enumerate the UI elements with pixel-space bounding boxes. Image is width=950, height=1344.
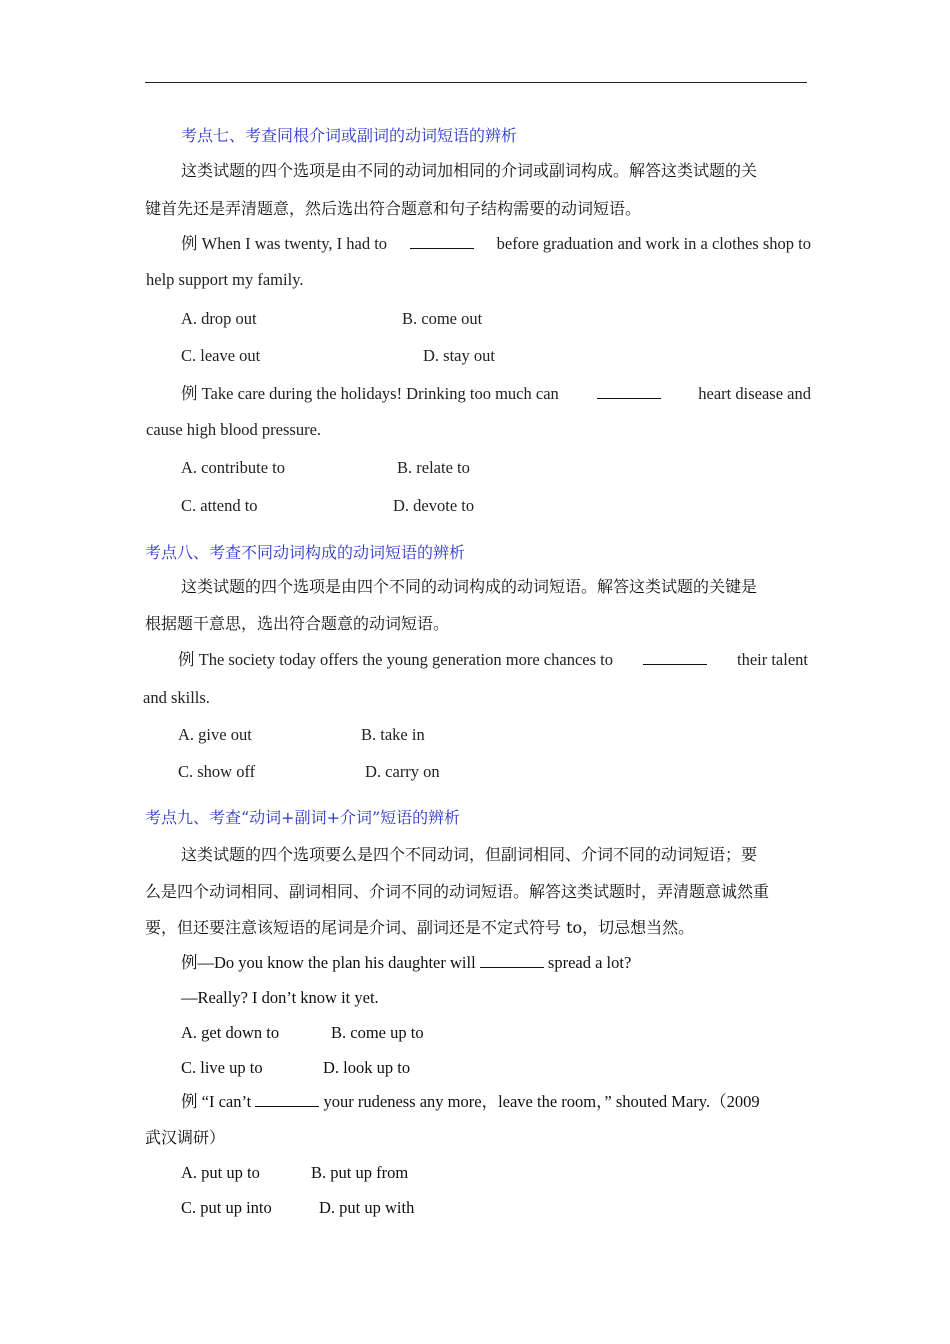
- paragraph-line: 这类试题的四个选项要么是四个不同动词，但副词相同、介词不同的动词短语；要: [181, 845, 758, 864]
- answer-blank: [255, 1092, 319, 1107]
- header-rule: [145, 82, 807, 83]
- question-text: 例—Do you know the plan his daughter will: [181, 953, 476, 972]
- question-text: When I was twenty, I had to: [201, 234, 388, 253]
- option-a: A. put up to: [181, 1163, 260, 1182]
- question-text: their talent: [736, 650, 808, 669]
- option-c: C. attend to: [181, 496, 258, 515]
- paragraph-line: 这类试题的四个选项是由不同的动词加相同的介词或副词构成。解答这类试题的关: [181, 161, 758, 180]
- example-label: 例: [181, 234, 198, 253]
- option-b: B. come up to: [331, 1023, 424, 1042]
- option-a: A. give out: [178, 725, 252, 744]
- question-text: 武汉调研）: [145, 1128, 226, 1147]
- option-c: C. live up to: [181, 1058, 263, 1077]
- option-a: A. contribute to: [181, 458, 286, 477]
- question-text: cause high blood pressure.: [146, 420, 322, 439]
- option-c: C. put up into: [181, 1198, 272, 1217]
- answer-blank: [643, 650, 707, 665]
- question-text: heart disease and: [698, 384, 811, 403]
- option-c: C. show off: [178, 762, 256, 781]
- question-text: The society today offers the young generation more chances to: [198, 650, 613, 669]
- example-question: [181, 1092, 760, 1112]
- question-text: —Really? I don’t know it yet.: [181, 988, 379, 1007]
- section-heading-8: 考点八、考查不同动词构成的动词短语的辨析: [145, 543, 466, 562]
- paragraph-line: 这类试题的四个选项是由四个不同的动词构成的动词短语。解答这类试题的关键是: [181, 577, 758, 596]
- question-text: your rudeness any more，leave the room，” shouted Mary.（2009: [323, 1092, 760, 1111]
- option-d: D. stay out: [423, 346, 495, 365]
- paragraph-line: 键首先还是弄清题意，然后选出符合题意和句子结构需要的动词短语。: [145, 199, 642, 218]
- example-label: 例: [178, 650, 195, 669]
- question-text: Take care during the holidays! Drinking too much can: [201, 384, 559, 403]
- section-heading-7: 考点七、考查同根介词或副词的动词短语的辨析: [181, 126, 518, 145]
- option-c: C. leave out: [181, 346, 261, 365]
- question-text: before graduation and work in a clothes shop to: [496, 234, 811, 253]
- option-d: D. carry on: [365, 762, 440, 781]
- section-heading-9: 考点九、考查“动词+副词+介词”短语的辨析: [145, 808, 461, 827]
- example-label: 例: [181, 384, 198, 403]
- paragraph-line: 要，但还要注意该短语的尾词是介词、副词还是不定式符号 to，切忌想当然。: [145, 918, 695, 937]
- example-question: [181, 234, 811, 254]
- answer-blank: [597, 384, 661, 399]
- option-a: A. get down to: [181, 1023, 280, 1042]
- example-question: [178, 650, 808, 670]
- option-b: B. take in: [361, 725, 425, 744]
- answer-blank: [410, 234, 474, 249]
- option-b: B. put up from: [311, 1163, 409, 1182]
- question-text: help support my family.: [146, 270, 304, 289]
- question-text: spread a lot?: [547, 953, 632, 972]
- option-d: D. put up with: [319, 1198, 415, 1217]
- paragraph-line: 么是四个动词相同、副词相同、介词不同的动词短语。解答这类试题时，弄清题意诚然重: [145, 882, 770, 901]
- example-question: [181, 953, 631, 973]
- question-text: 例 “I can’t: [181, 1092, 252, 1111]
- example-question: [181, 384, 811, 404]
- option-b: B. relate to: [397, 458, 470, 477]
- option-d: D. devote to: [393, 496, 475, 515]
- option-d: D. look up to: [323, 1058, 411, 1077]
- question-text: and skills.: [143, 688, 210, 707]
- paragraph-line: 根据题干意思，选出符合题意的动词短语。: [145, 614, 450, 633]
- answer-blank: [480, 953, 544, 968]
- option-a: A. drop out: [181, 309, 257, 328]
- option-b: B. come out: [402, 309, 483, 328]
